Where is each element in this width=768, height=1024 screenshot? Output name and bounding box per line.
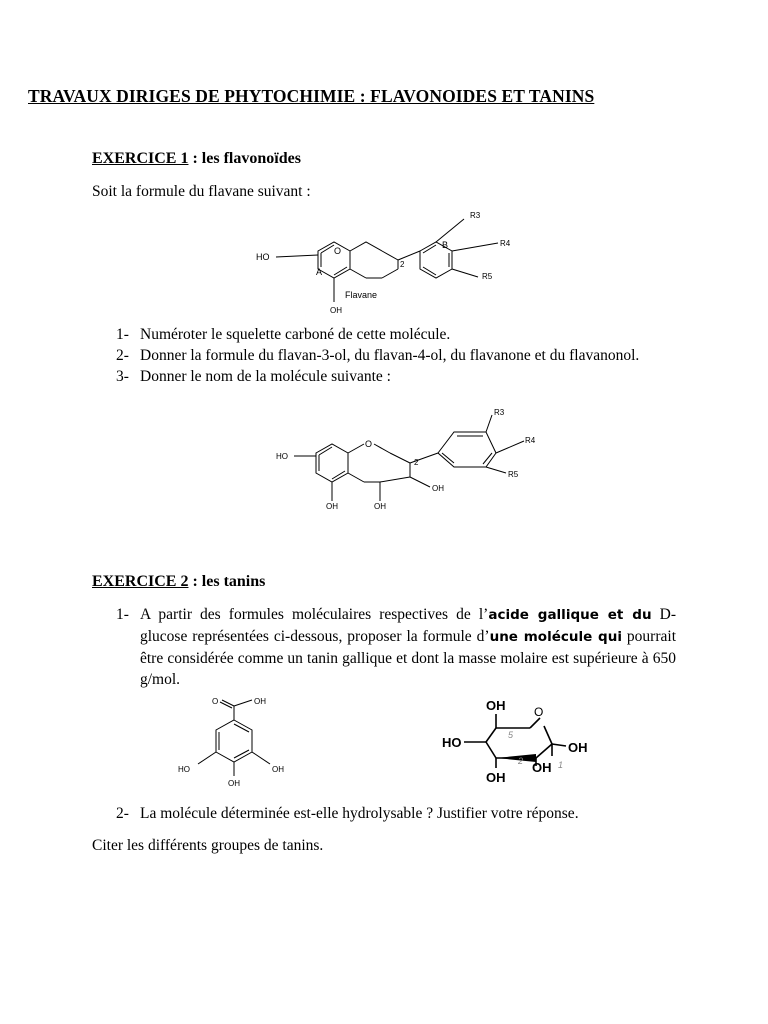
item-text: Donner le nom de la molécule suivante : (140, 368, 391, 385)
list-item (116, 604, 676, 690)
glucose-oh-c6-label: OH (486, 698, 506, 713)
item-text-bold: une molécule qui (489, 629, 622, 645)
glucose-c2-label: 2 (518, 756, 524, 766)
exercise-2-label: EXERCICE 2 (92, 573, 189, 590)
item-text: La molécule déterminée est-elle hydrolysable ? Justifier votre réponse. (140, 805, 579, 822)
diol-r3-label: R3 (494, 408, 505, 417)
page-title: TRAVAUX DIRIGES DE PHYTOCHIMIE : FLAVONOIDES ET TANINS (28, 86, 595, 106)
exercise-2-question-2 (116, 803, 676, 824)
list-item (116, 345, 676, 366)
gallic-oh-bottom-label: OH (228, 779, 240, 788)
diol-r4-label: R4 (525, 436, 536, 445)
diol-r5-label: R5 (508, 470, 519, 479)
flavane-ring-b-label: B (442, 240, 449, 250)
flavane-o-label: O (334, 246, 342, 256)
gallic-oh-right-label: OH (272, 765, 284, 774)
diol-oh-4-label: OH (374, 502, 386, 511)
exercise-2-topic: : les tanins (188, 573, 266, 590)
closing-question: Citer les différents groupes de tanins. (92, 837, 324, 854)
glucose-oh-c1-label: OH (568, 740, 588, 755)
glucose-c1-label: 1 (558, 760, 564, 770)
item-text-part: A partir des formules moléculaires respectives de l’ (140, 606, 489, 623)
flavane-ring-a-label: A (316, 267, 323, 277)
flavane-r3-label: R3 (470, 211, 481, 220)
diol-o-label: O (365, 439, 373, 449)
exercise-2-heading (92, 573, 265, 591)
item-number: 1- (116, 326, 129, 343)
item-text: Numéroter le squelette carboné de cette molécule. (140, 326, 451, 343)
flavane-ho-label: HO (256, 252, 270, 262)
item-text-bold: acide gallique et du (488, 607, 652, 623)
exercise-2-question-1 (116, 604, 676, 690)
item-number: 2- (116, 347, 129, 364)
exercise-1-questions (116, 324, 676, 387)
item-text-part: D-glucose représentées ci-dessous, proposer la formule d’ (140, 606, 676, 645)
gallic-acid-structure (170, 692, 300, 792)
flavan-diol-structure (270, 405, 540, 515)
item-number: 3- (116, 368, 129, 385)
flavane-position-2: 2 (400, 260, 405, 269)
diol-position-2: 2 (414, 458, 419, 467)
exercise-1-heading (92, 150, 301, 168)
item-text (140, 604, 676, 690)
exercise-1-label: EXERCICE 1 (92, 150, 189, 167)
item-text-part: pourrait être considérée comme un tanin gallique et dont la masse molaire est supérieure à 650 g/mol. (140, 628, 676, 688)
item-number: 1- (116, 606, 129, 623)
list-item (116, 803, 676, 824)
exercise-1-topic: : les flavonoïdes (188, 150, 301, 167)
glucose-oh-c2-label: OH (532, 760, 552, 775)
d-glucose-structure (440, 692, 600, 792)
diol-ho-label: HO (276, 452, 288, 461)
gallic-ho-label: HO (178, 765, 190, 774)
glucose-ho-label: HO (442, 735, 462, 750)
item-number: 2- (116, 805, 129, 822)
flavane-caption: Flavane (345, 290, 378, 300)
diol-oh-5-label: OH (326, 502, 338, 511)
list-item (116, 366, 676, 387)
glucose-ring-o-label: O (534, 705, 544, 719)
flavane-oh-label: OH (330, 306, 342, 315)
gallic-o-label: O (212, 697, 219, 706)
flavane-r5-label: R5 (482, 272, 493, 281)
flavane-r4-label: R4 (500, 239, 511, 248)
gallic-oh-carboxyl-label: OH (254, 697, 266, 706)
diol-oh-3-label: OH (432, 484, 444, 493)
item-text: Donner la formule du flavan-3-ol, du flavan-4-ol, du flavanone et du flavanonol. (140, 347, 640, 364)
list-item (116, 324, 676, 345)
flavane-structure (250, 205, 530, 320)
glucose-oh-c3-label: OH (486, 770, 506, 785)
glucose-c5-label: 5 (508, 730, 514, 740)
exercise-1-intro: Soit la formule du flavane suivant : (92, 183, 311, 200)
